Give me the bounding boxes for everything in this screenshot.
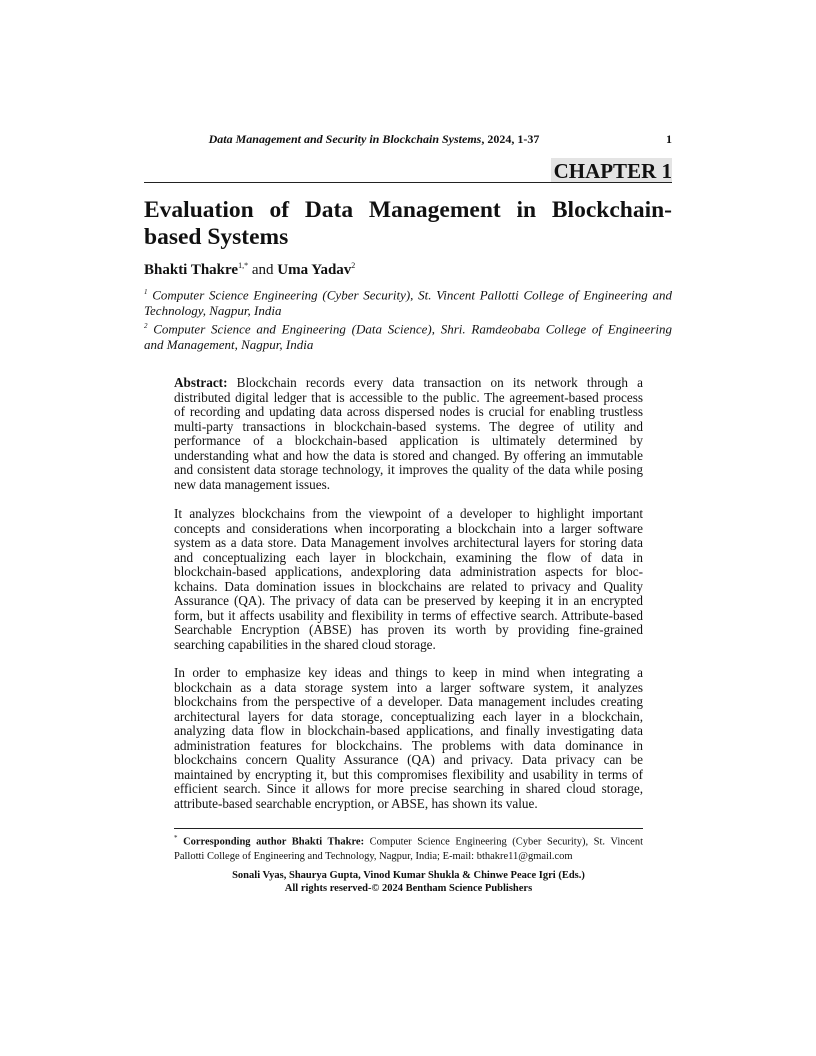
text-line-content: Blockchain records every data transaction on its network through a [227, 376, 643, 390]
text-line [174, 797, 643, 812]
text-line-content: performance of a blockchain-based application is ultimately determined by [174, 434, 643, 449]
page-number: 1 [666, 132, 672, 146]
text-line-content: administration features for blockchains. The problems with data dominance in [174, 738, 643, 753]
text-line-content: distributed digital ledger that is accessible to the public. The agreement-based process [174, 390, 643, 405]
text-line-content: system as a data store. Data Management involves architectural layers for storing data [174, 536, 643, 551]
text-line-content: and conceptualizing each layer in blockchain, examining the flow of data in [174, 550, 643, 565]
text-line [174, 782, 643, 797]
footnote-line: Pallotti College of Engineering and Technology, Nagpur, India; E-mail: bthakre11@gmail.com [174, 851, 573, 862]
text-line-content: and consistent data storage technology, it improves the quality of the data while posing [174, 463, 643, 478]
author-conjunction: and [248, 262, 278, 278]
text-line [174, 434, 643, 449]
text-line-content: blockchains concern Quality Assurance (QA) and privacy. Data privacy can be [174, 753, 643, 768]
author-name: Bhakti Thakre [144, 262, 239, 278]
text-line [174, 580, 643, 595]
footnote-text: Computer Science Engineering (Cyber Security), St. Vincent [364, 836, 644, 848]
abstract-label: Abstract: [174, 376, 228, 390]
footnote-sup: * [174, 834, 178, 842]
text-line-content: blockchain-based applications, andexploring data administration aspects for bloc- [174, 565, 643, 580]
publication-info [174, 869, 643, 895]
text-line [174, 594, 643, 609]
text-line [174, 522, 643, 537]
text-line-content: searching capabilities in the shared cloud storage. [174, 637, 436, 652]
text-line [174, 609, 643, 624]
author-name: Uma Yadav [277, 262, 352, 278]
affiliation [144, 319, 672, 352]
text-line [174, 638, 643, 653]
affiliation-text: Computer Science Engineering (Cyber Security), St. Vincent Pallotti College of Engineering and [152, 287, 673, 303]
authors [144, 261, 355, 279]
journal-title: Data Management and Security in Blockchain Systems [208, 132, 482, 146]
footnote-line [174, 831, 643, 850]
text-line [174, 768, 643, 783]
author-sup: 2 [351, 261, 356, 270]
text-line-content: concepts and considerations when incorporating a blockchain into a larger software [174, 521, 643, 536]
copyright: All rights reserved-© 2024 Bentham Science Publishers [284, 883, 533, 894]
abstract-paragraph [174, 507, 643, 652]
footnote-rule [174, 828, 643, 829]
text-line [174, 536, 643, 551]
editors: Sonali Vyas, Shaurya Gupta, Vinod Kumar Shukla & Chinwe Peace Igri (Eds.) [232, 870, 585, 881]
text-line [174, 420, 643, 435]
text-line [174, 753, 643, 768]
text-line [174, 710, 643, 725]
text-line-content: kchains. Data domination issues in blockchains are related to privacy and Quality [174, 579, 643, 594]
text-line-content: architectural layers for data storage, conceptualizing each layer in a blockchain, [174, 709, 643, 724]
text-line [174, 405, 643, 420]
author-sup: 1,* [238, 261, 249, 270]
text-line-content: In order to emphasize key ideas and things to keep in mind when integrating a [174, 666, 643, 680]
text-line-content: efficient search. Since it allows for more precise searching in shared cloud storage, [174, 782, 643, 797]
text-line [174, 739, 643, 754]
text-line [174, 507, 643, 522]
chapter-rule [144, 182, 672, 183]
affiliation-sup: 2 [144, 322, 148, 330]
text-line [174, 565, 643, 580]
text-line-content: It analyzes blockchains from the viewpoint of a developer to highlight important [174, 507, 643, 521]
text-line-content: attribute-based searchable encryption, or ABSE, has shown its value. [174, 796, 538, 811]
affiliation-line: and Management, Nagpur, India [144, 336, 314, 352]
title-line: based Systems [144, 224, 289, 250]
affiliation-text: Computer Science and Engineering (Data Science), Shri. Ramdeobaba College of Engineering [153, 321, 673, 337]
footnote [174, 831, 643, 865]
abstract-paragraph [174, 376, 643, 492]
text-line [174, 623, 643, 638]
text-line-content: blockchain as a data storage system into a larger software system, it analyzes [174, 680, 643, 695]
affiliation-line [144, 285, 672, 303]
text-line-content: blockchains from the perspective of a developer. Data management includes creating [174, 695, 643, 710]
text-line [174, 478, 643, 493]
text-line-content: analyzing data flow in blockchain-based applications, and finally investigating data [174, 724, 643, 739]
affiliation-line [144, 319, 672, 337]
text-line [174, 551, 643, 566]
chapter-label: CHAPTER 1 [551, 158, 672, 182]
text-line [174, 666, 643, 681]
text-line-content: Assurance (QA). The privacy of data can be preserved by keeping it in an encrypted [174, 594, 643, 609]
abstract-paragraph [174, 666, 643, 811]
affiliation-sup: 1 [144, 288, 148, 296]
text-line [174, 695, 643, 710]
affiliation [144, 285, 672, 318]
journal-citation [144, 132, 604, 147]
text-line-content: multi-party transactions in blockchain-based systems. The degree of utility and [174, 419, 643, 434]
text-line-content: of recording and updating data across dispersed nodes is crucial for enabling trustless [174, 405, 643, 420]
text-line [174, 463, 643, 478]
text-line [174, 376, 643, 391]
text-line [174, 724, 643, 739]
text-line-content: maintained by encrypting it, but this compromises flexibility and usability in terms of [174, 767, 643, 782]
chapter-title [144, 197, 672, 251]
text-line-content: form, but it affects usability and flexibility in terms of effective search. Attribute-based [174, 608, 643, 623]
text-line-content: Searchable Encryption (ABSE) has proven its worth by providing fine-grained [174, 623, 643, 638]
title-line: Evaluation of Data Management in Blockchain- [144, 197, 672, 223]
affiliation-line: Technology, Nagpur, India [144, 302, 282, 318]
journal-meta: , 2024, 1-37 [481, 132, 540, 146]
text-line-content: understanding what and how the data is stored and changed. By offering an immutable [174, 448, 643, 463]
text-line [174, 449, 643, 464]
text-line-content: new data management issues. [174, 477, 331, 492]
text-line [174, 391, 643, 406]
footnote-label: Corresponding author Bhakti Thakre: [183, 836, 365, 848]
text-line [174, 681, 643, 696]
